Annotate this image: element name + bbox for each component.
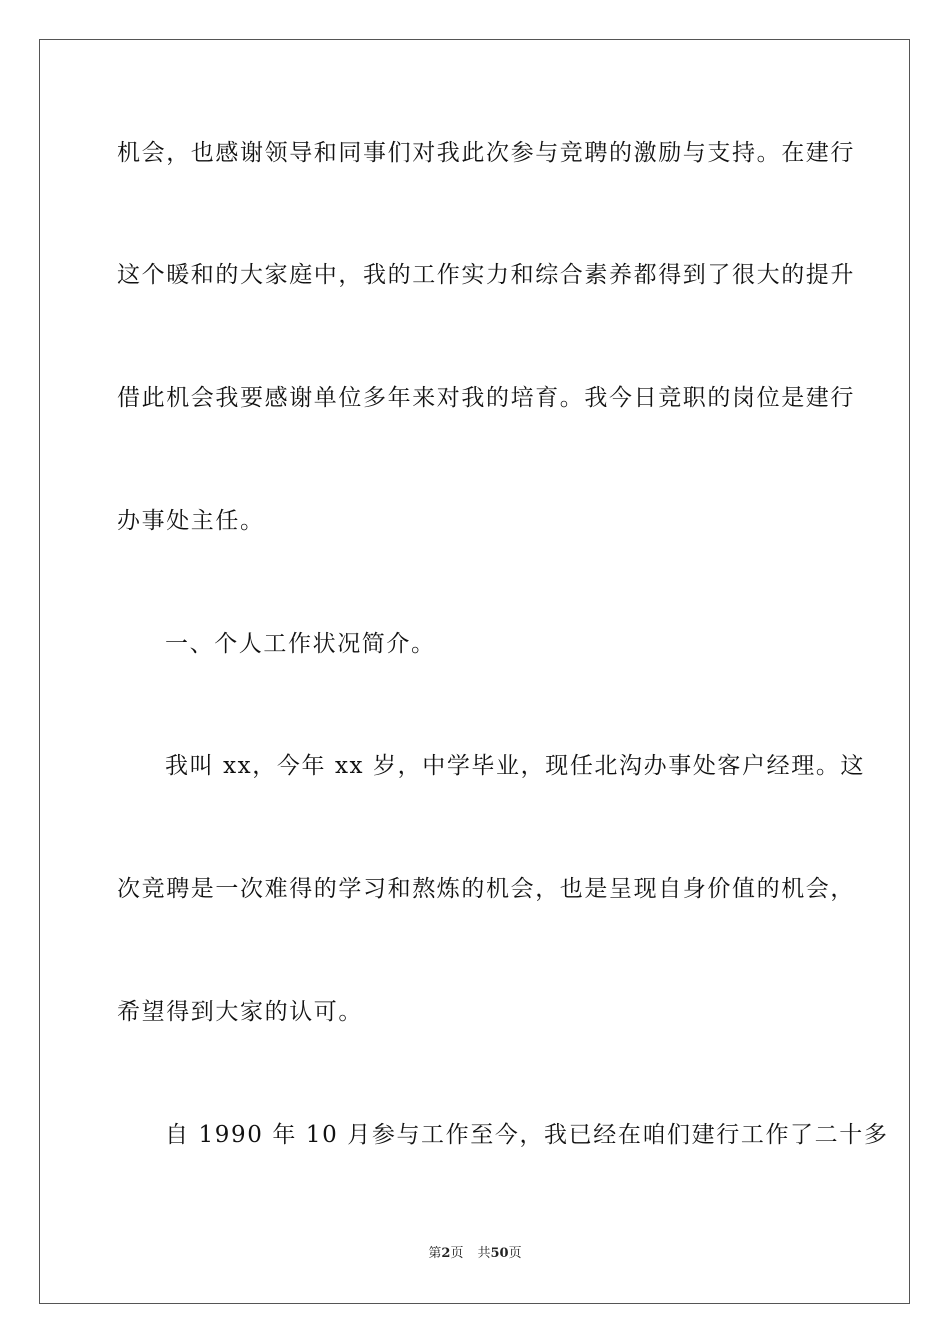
- current-page-number: 2: [441, 1246, 451, 1261]
- body-text-line: 次竞聘是一次难得的学习和熬炼的机会，也是呈现自身价值的机会，: [117, 876, 855, 902]
- total-pages-number: 50: [490, 1246, 509, 1261]
- total-pages-prefix: 共: [477, 1246, 491, 1261]
- page-number-suffix: 页: [450, 1246, 464, 1261]
- body-text-line: 自 1990 年 10 月参与工作至今，我已经在咱们建行工作了二十多: [165, 1122, 889, 1148]
- total-pages-suffix: 页: [508, 1246, 522, 1261]
- body-text-line: 希望得到大家的认可。: [117, 999, 363, 1025]
- page-footer: [0, 1244, 950, 1264]
- body-text-line: 办事处主任。: [117, 508, 265, 534]
- body-text-line: 我叫 xx，今年 xx 岁，中学毕业，现任北沟办事处客户经理。这: [165, 753, 866, 779]
- body-text-line: 借此机会我要感谢单位多年来对我的培育。我今日竞职的岗位是建行: [117, 385, 855, 411]
- section-heading: 一、个人工作状况简介。: [165, 631, 436, 657]
- page-number-prefix: 第: [428, 1246, 442, 1261]
- body-text-line: 机会，也感谢领导和同事们对我此次参与竞聘的激励与支持。在建行: [117, 140, 855, 166]
- body-text-line: 这个暖和的大家庭中，我的工作实力和综合素养都得到了很大的提升: [117, 262, 855, 288]
